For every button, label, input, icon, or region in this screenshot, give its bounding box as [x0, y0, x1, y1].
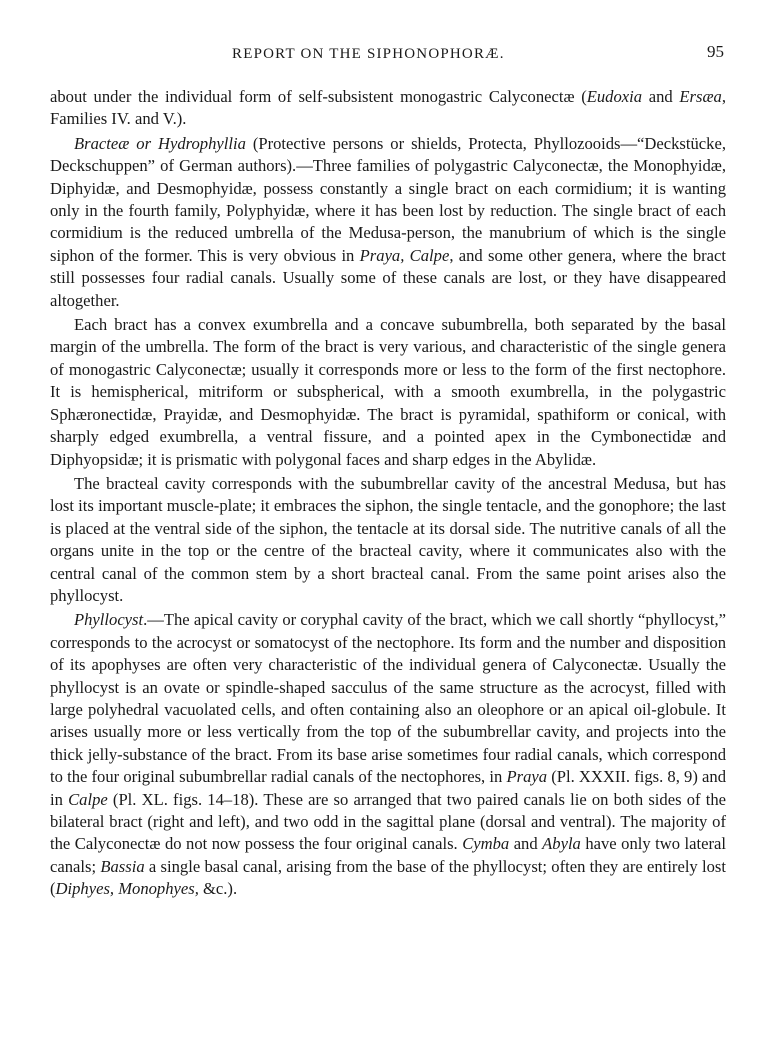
page-number: 95 [707, 42, 724, 61]
running-head [50, 38, 726, 68]
text-run: (Protective persons or shields, Protecta, Phyllozooids—“Deckstücke, Deckschuppen” of German authors).—Three families of polygastric Calyconectæ, the Monophyidæ, Diphyidæ, and Desmophyidæ, possess constantly a single bract on each cormidium; it is wanting only in the fourth family, Polyphyidæ, where it has been lost by reduction. The single bract of each cormidium is the reduced umbrella of the Medusa-person, the manubrium of which is the single siphon of the former. This is very obvious in [50, 133, 726, 265]
paragraph-phyllocyst [50, 609, 726, 900]
paragraph-bract-form [50, 314, 726, 471]
text-run: &c.). [198, 879, 238, 899]
italic-run: Cymba [462, 834, 510, 854]
text-run: , and some other genera, where the bract still possesses four radial canals. Usually some of these canals are lost, or they have disappeared altogether. [50, 245, 726, 310]
text-run: and [509, 834, 543, 854]
italic-run: Bassia [100, 856, 145, 876]
text-run: , Families IV. and V.). [50, 87, 726, 129]
text-run: have only two lateral canals; [50, 834, 726, 876]
text-run: and [642, 87, 680, 106]
running-title: REPORT ON THE SIPHONOPHORÆ. [232, 46, 505, 62]
italic-run: Phyllocyst [74, 610, 144, 630]
text-run: The bracteal cavity corresponds with the subumbrellar cavity of the ancestral Medusa, but has lost its important muscle-plate; it embraces the siphon, the single tentacle, and the gonophore; the last is placed at the ventral side of the siphon, the tentacle at its dorsal side. The nutritive canals of all the organs unite in the top or the centre of the bracteal cavity, where it communicates also with the central canal of the common stem by a short bracteal canal. From the same point arises also the phyllocyst. [50, 473, 726, 605]
italic-run: Abyla [542, 834, 581, 854]
text-run: (Pl. XXXII. figs. 8, 9) and in [50, 767, 727, 809]
italic-run: Praya, Calpe [359, 245, 450, 265]
body-text [50, 86, 726, 901]
italic-run: Calpe [68, 789, 108, 809]
text-run: about under the individual form of self-subsistent monogastric Calyconectæ ( [50, 87, 587, 106]
paragraph-continuation [50, 86, 726, 131]
italic-run: Praya [506, 767, 548, 787]
italic-run: Eudoxia [586, 87, 643, 106]
text-run: .—The apical cavity or coryphal cavity of the bract, which we call shortly “phyllocyst,” corresponds to the acrocyst or somatocyst of the nectophore. Its form and the number and disposition of its apophyses are often very characteristic of the individual genera of Calyconectæ. Usually the phyllocyst is an ovate or spindle-shaped sacculus of the same structure as the acrocyst, filled with large polyhedral vacuolated cells, and often containing also an oleophore or an apical oil-globule. It arises usually more or less vertically from the top of the subumbrellar cavity, and projects into the thick jelly-substance of the bract. From its base arise sometimes four radial canals, which correspond to the four original subumbrellar radial canals of the nectophores, in [50, 610, 726, 787]
italic-run: Ersæa [679, 87, 722, 106]
italic-run: Bracteæ or Hydrophyllia [74, 133, 246, 153]
paragraph-bracteal-cavity [50, 473, 726, 607]
text-run: (Pl. XL. figs. 14–18). These are so arranged that two paired canals lie on both sides of the bilateral bract (right and left), and two odd in the sagittal plane (dorsal and ventral). The majority of the Calyconectæ do not now possess the four original canals. [50, 789, 726, 854]
paragraph-bracts [50, 133, 726, 312]
text-run: Each bract has a convex exumbrella and a concave subumbrella, both separated by the basal margin of the umbrella. The form of the bract is very various, and characteristic of the single genera of monogastric Calyconectæ; usually it corresponds more or less to the form of the first nectophore. It is hemispherical, mitriform or subspherical, with a smooth exumbrella, in the polygastric Sphæronectidæ, Prayidæ, and Desmophyidæ. The bract is pyramidal, spathiform or conical, with sharply edged exumbrella, a ventral fissure, and a pointed apex in the Cymbonectidæ and Diphyopsidæ; it is prismatic with polygonal faces and sharp edges in the Abylidæ. [50, 315, 726, 469]
page [50, 38, 726, 901]
italic-run: Diphyes, Monophyes, [55, 879, 199, 899]
text-run: a single basal canal, arising from the base of the phyllocyst; often they are entirely lost ( [50, 856, 726, 899]
